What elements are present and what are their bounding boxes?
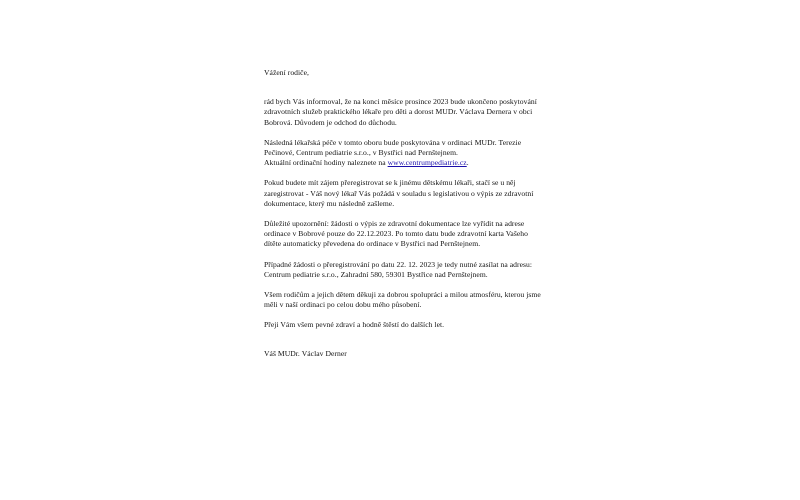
office-hours-suffix: . bbox=[466, 158, 469, 168]
website-link[interactable]: www.centrumpediatrie.cz bbox=[387, 158, 467, 168]
paragraph-thanks: Všem rodičům a jejich dětem děkuji za dobrou spolupráci a milou atmosféru, kterou jsme měli v naší ordinaci po celou dobu mého působení. bbox=[264, 290, 541, 310]
paragraph-wishes: Přeji Vám všem pevné zdraví a hodně štěstí do dalších let. bbox=[264, 320, 445, 330]
paragraph-office-hours bbox=[264, 158, 544, 168]
paragraph-reregistration: Pokud budete mít zájem přeregistrovat se k jinému dětskému lékaři, stačí se u něj zaregistrovat - Váš nový lékař Vás požádá v souladu s legislativou o výpis ze zdravotní dokumentace, který mu následně zašleme. bbox=[264, 178, 534, 208]
paragraph-follow-up-care: Následná lékařská péče v tomto oboru bude poskytována v ordinaci MUDr. Terezie Pečinové, Centrum pediatrie s.r.o., v Bystřici nad Pernštejnem. bbox=[264, 137, 522, 158]
letter-greeting: Vážení rodiče, bbox=[264, 68, 309, 77]
paragraph-requests-address: Případné žádosti o přeregistrování po datu 22. 12. 2023 je tedy nutné zasílat na adresu: Centrum pediatrie s.r.o., Zahradní 580, 59301 Bystřice nad Pernštejnem. bbox=[264, 259, 532, 279]
letter-body bbox=[264, 68, 544, 359]
letter-signature: Váš MUDr. Václav Derner bbox=[264, 348, 347, 358]
paragraph-important-notice: Důležité upozornění: žádosti o výpis ze zdravotní dokumentace lze vyřídit na adrese ordinace v Bobrové pouze do 22.12.2023. Po tomto datu bude zdravotní karta Vašeho dítěte automaticky převedena do ordinace v Bystřici nad Pernštejnem. bbox=[264, 219, 528, 249]
paragraph-closure-notice: rád bych Vás informoval, že na konci měsíce prosince 2023 bude ukončeno poskytování zdravotních služeb praktického lékaře pro děti a dorost MUDr. Václava Dernera v obci Bobrová. Důvodem je odchod do důchodu. bbox=[264, 97, 537, 127]
office-hours-text: Aktuální ordinační hodiny naleznete na bbox=[264, 158, 388, 168]
